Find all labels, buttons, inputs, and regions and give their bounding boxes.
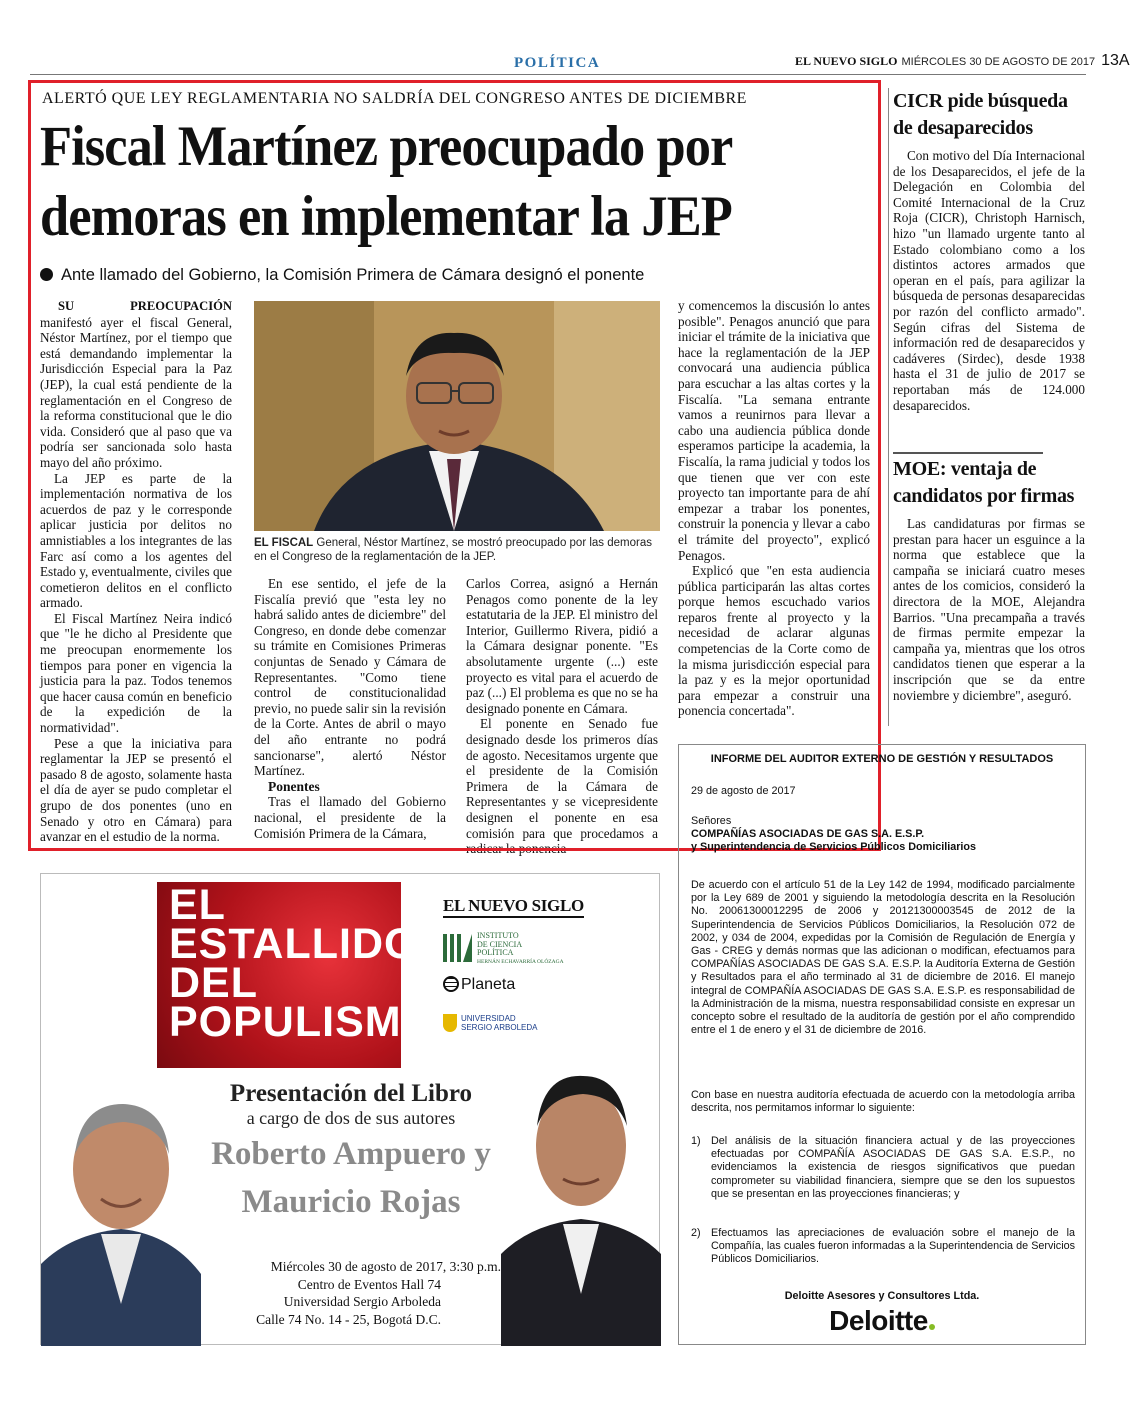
recipient-line: Señores xyxy=(691,815,732,827)
deloitte-logo xyxy=(679,1305,1085,1337)
logo-text-line: DE CIENCIA xyxy=(477,939,523,949)
item-number: 2) xyxy=(691,1227,701,1239)
article-paragraph: Tras el llamado del Gobierno nacional, el presidente de la Comisión Primera de la Cámara, xyxy=(254,794,446,841)
title-line: MOE: ventaja de xyxy=(893,458,1037,480)
event-details xyxy=(201,1258,501,1328)
notice-item-2 xyxy=(691,1227,1075,1267)
article-paragraph: El ponente en Senado fue designado desde los primeros días de agosto. Necesitamos urgente que el presidente de la Comisión Primera de la Cámara de Representantes y se vicepresidente designen el ponente en esa comisión para que procedamos a radicar la ponencia xyxy=(466,716,658,857)
article-paragraph: Pese a que la iniciativa para reglamentar la JEP se presentó el pasado 8 de agosto, solamente hasta el día de ayer se pudo completar el grupo de dos ponentes (uno en Senado y otro en Cámara) para avanzar en el estudio de la norma. xyxy=(40,735,232,845)
article-kicker: ALERTÓ QUE LEY REGLAMENTARIA NO SALDRÍA DEL CONGRESO ANTES DE DICIEMBRE xyxy=(42,90,747,107)
notice-recipients xyxy=(691,815,1075,855)
headline-line-1: Fiscal Martínez preocupado por xyxy=(40,115,733,178)
deloitte-dot-icon xyxy=(929,1324,935,1330)
item-number: 1) xyxy=(691,1135,701,1147)
title-line: de desaparecidos xyxy=(893,117,1033,139)
usa-shield-icon xyxy=(443,1014,457,1032)
event-subtitle: a cargo de dos de sus autores xyxy=(246,1108,456,1128)
article-paragraph: La JEP es parte de la implementación normativa de los acuerdos de paz y le corresponde aplicar justicia por delitos no amnistiables a los integrantes de las Farc así como a los agentes del Estado y, eventualmente, civiles que cometieron delitos en el conflicto armado. xyxy=(40,470,232,611)
article-column-1 xyxy=(40,298,232,845)
deck-text: Ante llamado del Gobierno, la Comisión Primera de Cámara designó el ponente xyxy=(61,266,645,284)
fiscal-portrait-illustration xyxy=(254,301,660,531)
book-title-line: EL xyxy=(169,881,226,929)
article-column-4 xyxy=(678,298,870,719)
sidebar-story-2 xyxy=(893,456,1085,703)
bullet-icon xyxy=(40,268,53,281)
event-authors xyxy=(141,1130,561,1226)
book-title-line: POPULISMO xyxy=(169,998,437,1046)
usa-logo-text xyxy=(461,1014,537,1032)
article-paragraph: El Fiscal Martínez Neira indicó que "le he dicho al Presidente que me preocupan enormemente los tiempos para poner en vigencia la justicia para la paz. Todos tenemos que hacer causa común en beneficio de la expedición de la normatividad". xyxy=(40,610,232,736)
icp-logo-text xyxy=(477,932,564,966)
logo-text-line: HERNÁN ECHAVARRÍA OLÓZAGA xyxy=(477,958,564,965)
lead-caps: SU PREOCUPACIÓN xyxy=(58,299,232,313)
planeta-logo xyxy=(443,976,515,994)
article-headline xyxy=(40,112,732,252)
notice-paragraph-2: Con base en nuestra auditoría efectuada de acuerdo con la metodología arriba descrita, nos permitamos informar lo siguiente: xyxy=(691,1089,1075,1115)
caption-text: General, Néstor Martínez, se mostró preocupado por las demoras en el Congreso de la reglamentación de la JEP. xyxy=(254,537,652,563)
auditor-notice xyxy=(678,744,1086,1345)
logo-text-line: SERGIO ARBOLEDA xyxy=(461,1023,538,1032)
icp-logo xyxy=(443,932,593,970)
event-title: Presentación del Libro xyxy=(229,1080,473,1107)
article-paragraph: Explicó que "en esta audiencia pública participarán las altas cortes porque hemos escuchado varios reparos frente al proyecto y la necesidad de aclarar algunas competencias de la Corte como de la misma jurisdicción especial para la paz y es la mejor oportunidad para empezar a construir una ponencia concertada". xyxy=(678,563,870,719)
recipient-line: y Superintendencia de Servicios Públicos Domiciliarios xyxy=(691,841,977,854)
sidebar-story-1-title xyxy=(893,88,1085,142)
ens-logo: EL NUEVO SIGLO xyxy=(443,896,584,918)
book-title-line: ESTALLIDO xyxy=(169,920,419,968)
authors-line: Mauricio Rojas xyxy=(241,1184,461,1220)
title-line: candidatos por firmas xyxy=(893,485,1075,507)
logo-text-line: POLÍTICA xyxy=(477,948,514,957)
event-when: Miércoles 30 de agosto de 2017, 3:30 p.m. xyxy=(270,1259,501,1274)
authors-line: Roberto Ampuero y xyxy=(211,1136,491,1172)
book-cover xyxy=(157,881,437,1068)
title-line: CICR pide búsqueda xyxy=(893,90,1068,112)
issue-date: MIÉRCOLES 30 DE AGOSTO DE 2017 xyxy=(901,56,1096,68)
paper-name: EL NUEVO SIGLO xyxy=(795,54,898,68)
article-deck xyxy=(40,266,644,285)
notice-item-1 xyxy=(691,1135,1075,1201)
book-cover-title xyxy=(169,881,437,1046)
notice-signer: Deloitte Asesores y Consultores Ltda. xyxy=(784,1290,980,1302)
item-text: Efectuamos las apreciaciones de evaluación sobre el manejo de la Compañía, las cuales fueron informadas a la Superintendencia de Servicios Públicos Domiciliarios. xyxy=(711,1227,1075,1266)
book-title-line: DEL xyxy=(169,959,258,1007)
sidebar-rule xyxy=(893,452,1043,454)
page-number: 13A xyxy=(1101,52,1130,69)
article-column-3 xyxy=(466,576,658,857)
article-column-2 xyxy=(254,576,446,841)
header-rule xyxy=(30,74,1086,75)
sidebar-story-2-body xyxy=(893,516,1085,703)
sidebar-story-2-title xyxy=(893,456,1085,510)
logo-text-line: INSTITUTO xyxy=(477,931,519,940)
article-paragraph: Carlos Correa, asignó a Hernán Penagos como ponente de la ley estatutaria de la JEP. El ministro del Interior, Guillermo Rivera, pidió a la Cámara designar ponente. "Es absolutamente urgente (...) este proyecto es vital para el acuerdo de paz (...) El problema es que no se ha designado ponente en Cámara. xyxy=(466,576,658,716)
article-paragraph: En ese sentido, el jefe de la Fiscalía previó que "esta ley no habrá salido antes de diciembre" del Congreso, en donde debe comenzar su trámite en Comisiones Primeras conjuntas de Senado y Cámara de Representantes. "Como tiene control de constitucionalidad previo, no puede salir sin la revisión de la Corte. Antes de abril o mayo del año entrante no podrá sancionarse", alertó Néstor Martínez. xyxy=(254,576,446,779)
paragraph-text: Con motivo del Día Internacional de los Desaparecidos, el jefe de la Delegación en Colombia del Comité Internacional de la Cruz Roja (CICR), Christoph Harnisch, hizo "un llamado urgente tanto al Estado colombiano como a los distintos actores armados que operan en el país, para agilizar la búsqueda de personas desaparecidas por razón del conflicto armado". Según cifras del Sistema de información red de desaparecidos y cadáveres (Sirdec), desde 1938 hasta el 31 de julio de 2017 se reportaban más de 124.000 desaparecidos. xyxy=(893,148,1085,413)
article-paragraph xyxy=(40,298,232,471)
event-where: Centro de Eventos Hall 74 xyxy=(297,1276,441,1292)
logo-text-line: UNIVERSIDAD xyxy=(461,1014,516,1023)
sidebar-story-1-body xyxy=(893,148,1085,413)
notice-title: INFORME DEL AUDITOR EXTERNO DE GESTIÓN Y RESULTADOS xyxy=(710,753,1054,765)
article-subhead: Ponentes xyxy=(268,778,320,794)
paragraph-text: Las candidaturas por firmas se prestan para hacer un esguince a la norma que establece que la campaña se iniciará cuatro meses antes de los comicios, consideró la directora de la MOE, Alejandra Barrios. "Una precampaña a través de firmas permite empezar la campaña ya, mientras que los otros candidatos tienen que esperar a la inscripción que se da entre noviembre y diciembre", aseguró. xyxy=(893,516,1085,703)
sidebar-divider xyxy=(888,88,889,726)
section-label: POLÍTICA xyxy=(514,55,601,71)
page-header-right xyxy=(795,52,1130,70)
headline-line-2: demoras en implementar la JEP xyxy=(40,185,732,248)
event-where: Universidad Sergio Arboleda xyxy=(283,1294,441,1309)
icp-logo-icon xyxy=(443,934,473,962)
caption-lead: EL FISCAL xyxy=(254,537,314,549)
planeta-icon xyxy=(443,976,459,992)
sidebar-story-1 xyxy=(893,88,1085,413)
deloitte-logo-text: Deloitte xyxy=(829,1305,928,1336)
event-where: Calle 74 No. 14 - 25, Bogotá D.C. xyxy=(256,1311,441,1327)
fiscal-photo xyxy=(254,301,660,531)
recipient-line: COMPAÑÍAS ASOCIADAS DE GAS S.A. E.S.P. xyxy=(691,828,925,841)
planeta-text: Planeta xyxy=(461,976,516,993)
book-ad xyxy=(40,873,660,1345)
item-text: Del análisis de la situación financiera actual y de las proyecciones efectuadas por COMPAÑÍA ASOCIADAS DE GAS S.A. E.S.P., no evidenciamos la existencia de riesgos significativos que puedan comprometer su viabilidad financiera, siempre que se den los supuestos que se presentan en las proyecciones financieras; y xyxy=(711,1135,1075,1200)
notice-paragraph-1: De acuerdo con el artículo 51 de la Ley 142 de 1994, modificado parcialmente por la Ley 689 de 2001 y siguiendo la metodología descrita en la Resolución No. 20061300012295 de 2006 y 20121300003545 de 2012 de la Superintendencia de Servicios Públicos Domiciliarios, la Resolución 072 de 2002, y 034 de 2004, expedidas por la Comisión de Regulación de Energía y Gas - CREG y demás normas que las adicionan o modifican, efectuamos para COMPAÑÍAS ASOCIADAS DE GAS S.A. E.S.P. la Auditoría Externa de Gestión y Resultados para el año terminado al 31 de diciembre de 2016. El manejo integral de COMPAÑÍA ASOCIADAS DE GAS S.A. E.S.P. es responsabilidad de la Administración de la misma, nuestra responsabilidad consiste en expresar un concepto sobre el resultado de la auditoría de gestión por el año comprendido entre el 1 de enero y el 31 de diciembre de 2016. xyxy=(691,879,1075,1037)
photo-caption xyxy=(254,536,660,564)
article-paragraph: y comencemos la discusión lo antes posible". Penagos anunció que para iniciar el trámite de la iniciativa que hace la reglamentación de la JEP convocará una audiencia pública para escuchar a las altas cortes y la Fiscalía. "La semana entrante vamos a reunirnos para llevar a cabo una audiencia pública donde esperamos participe la academia, la Fiscalía, la rama judicial y todos los que tienen que ver con este proyecto tan importante para de ahí empezar a trabar los ponentes, construir la ponencia y llevar a cabo el trámite del proyecto", explicó Penagos. xyxy=(678,298,870,563)
paragraph-text: manifestó ayer el fiscal General, Néstor Martínez, por el tiempo que está demandando implementar la Jurisdicción Especial para la Paz (JEP), la cual está pendiente de la reglamentación en el Congreso de la reforma constitucional que le dio vida. Consideró que al paso que va podría ser sancionada solo hasta mayo del año próximo. xyxy=(40,314,232,470)
notice-date: 29 de agosto de 2017 xyxy=(691,785,796,797)
